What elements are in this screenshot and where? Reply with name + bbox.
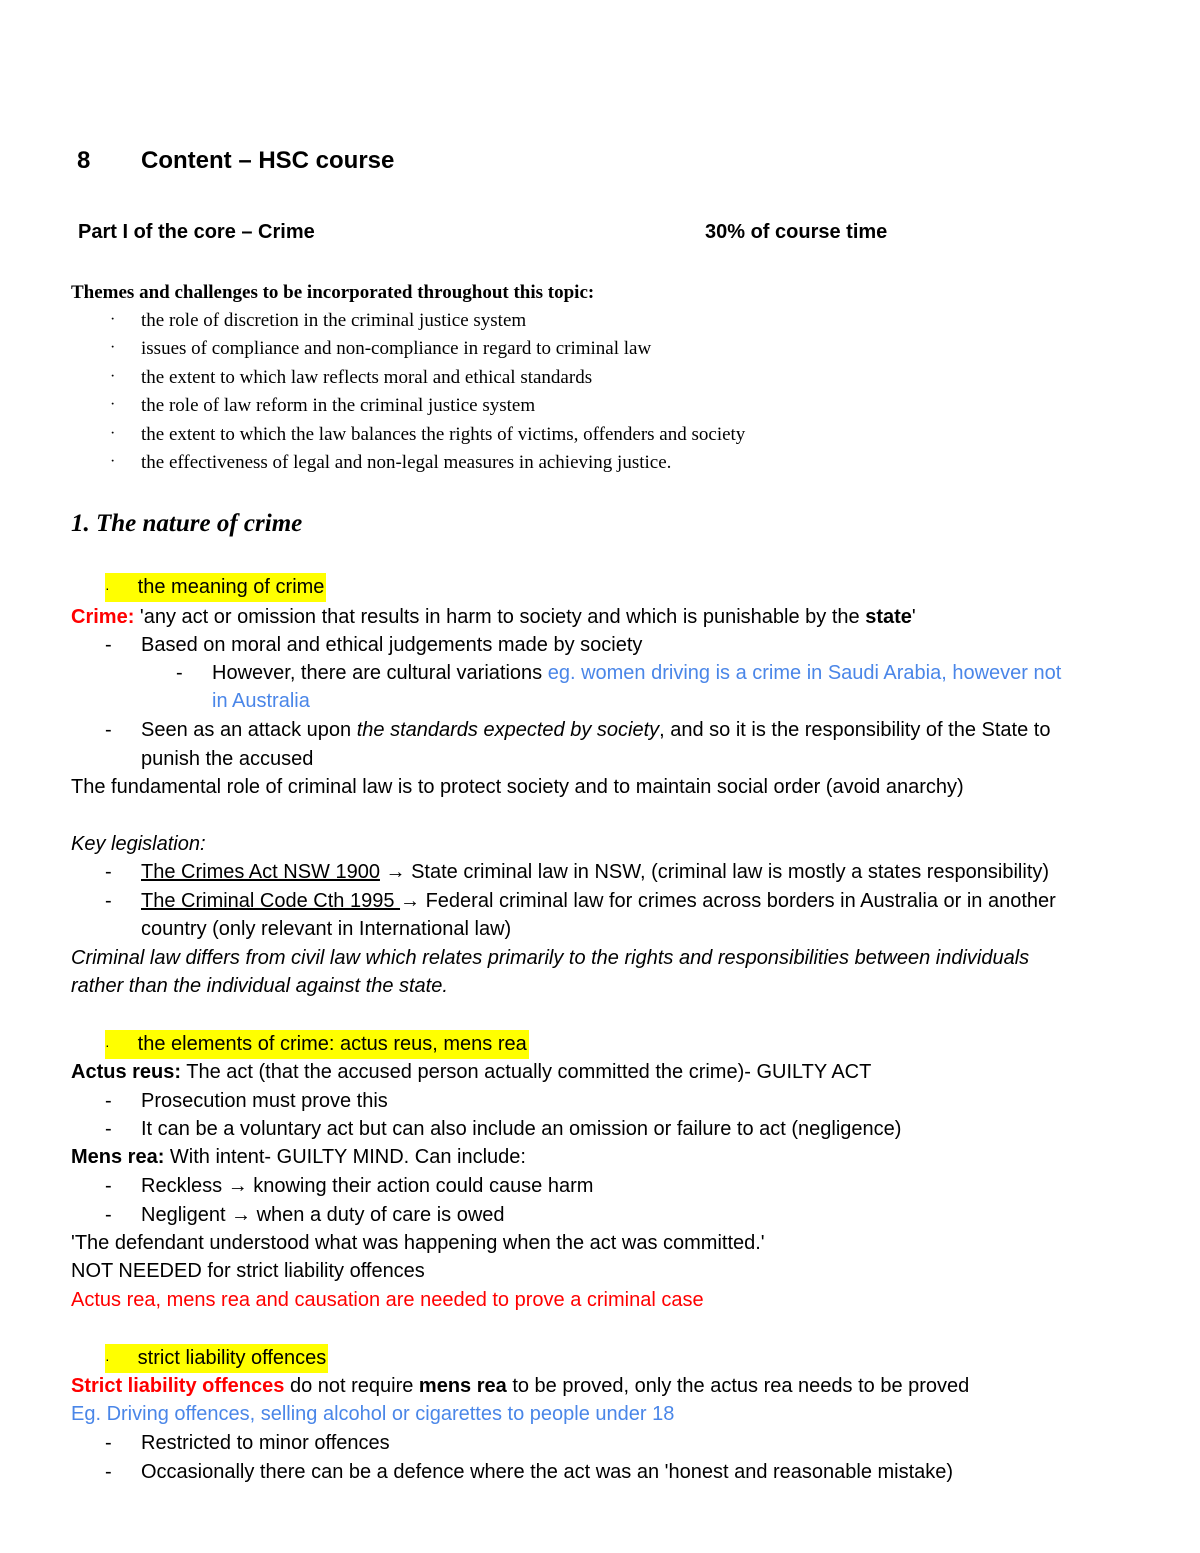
section-number: 8 [77,147,91,174]
act-desc: → Federal criminal law for crimes across borders in Australia or in another [400,890,1056,912]
dash-marker: - [105,1461,112,1483]
topic-label: strict liability offences [137,1347,327,1369]
paragraph: The fundamental role of criminal law is to protect society and to maintain social order (avoid anarchy) [71,776,964,798]
actus-definition [71,1058,871,1086]
actus-label: Actus reus: [71,1061,182,1083]
paragraph-red: Actus rea, mens rea and causation are needed to prove a criminal case [71,1289,704,1311]
seen-italic: the standards expected by society [356,719,660,741]
act-desc: → State criminal law in NSW, (criminal law is mostly a states responsibility) [379,861,1050,883]
bullet-icon: · [105,1351,110,1367]
bullet-icon: · [110,425,116,442]
crime-definition [71,603,916,631]
topic-highlight-elements [105,1030,529,1059]
part-title: Part I of the core – Crime [78,221,315,243]
list-item [212,659,1061,687]
bullet-icon: · [105,580,110,596]
theme-text: the role of discretion in the criminal justice system [141,310,527,331]
course-time: 30% of course time [705,221,888,243]
theme-text: the extent to which law reflects moral and ethical standards [141,367,593,388]
section-heading: 1. The nature of crime [71,510,303,537]
paragraph: rather than the individual against the state. [71,975,448,997]
list-item-cont: country (only relevant in International law) [141,918,512,940]
dash-marker: - [105,1118,112,1140]
paragraph: NOT NEEDED for strict liability offences [71,1260,425,1282]
dash-marker: - [105,719,112,741]
bullet-icon: · [110,453,116,470]
section-title: Content – HSC course [141,147,395,174]
topic-highlight-strict [105,1344,328,1373]
crime-label: Crime: [71,606,135,628]
strict-label: Strict liability offences [71,1375,285,1397]
example-text: Eg. Driving offences, selling alcohol or cigarettes to people under 18 [71,1403,675,1425]
paragraph: Criminal law differs from civil law which relates primarily to the rights and responsibilities between individuals [71,947,1030,969]
cultural-example: eg. women driving is a crime in Saudi Arabia, however not [547,662,1062,684]
dash-marker: - [176,662,183,684]
topic-highlight-meaning [105,573,326,602]
bullet-icon: · [105,1037,110,1053]
crime-def-state: state [865,606,912,628]
theme-text: issues of compliance and non-compliance in regard to criminal law [141,338,652,359]
mens-label: Mens rea: [71,1146,165,1168]
theme-text: the extent to which the law balances the rights of victims, offenders and society [141,424,746,445]
dash-marker: - [105,1432,112,1454]
theme-text: the effectiveness of legal and non-legal measures in achieving justice. [141,452,672,473]
bullet-icon: · [110,311,116,328]
act-name: The Crimes Act NSW 1900 [141,861,380,883]
seen-text: Seen as an attack upon [141,719,357,741]
actus-def: The act (that the accused person actually committed the crime)- GUILTY ACT [181,1061,872,1083]
theme-text: the role of law reform in the criminal justice system [141,395,536,416]
list-item [141,858,1049,886]
strict-definition [71,1372,969,1400]
list-item: It can be a voluntary act but can also include an omission or failure to act (negligence) [141,1118,902,1140]
bullet-icon: · [110,396,116,413]
list-item: Prosecution must prove this [141,1090,388,1112]
list-item: Restricted to minor offences [141,1432,390,1454]
mens-definition [71,1143,526,1171]
list-item: Based on moral and ethical judgements made by society [141,634,643,656]
list-item [141,716,1050,744]
list-item [141,887,1056,915]
strict-def-a: do not require [284,1375,419,1397]
legislation-label: Key legislation: [71,833,206,855]
paragraph: 'The defendant understood what was happening when the act was committed.' [71,1232,765,1254]
dash-marker: - [105,634,112,656]
list-item: Negligent → when a duty of care is owed [141,1204,505,1226]
list-item-cont: punish the accused [141,748,314,770]
crime-def-end: ' [911,606,916,628]
act-name: The Criminal Code Cth 1995 [141,890,401,912]
topic-label: the elements of crime: actus reus, mens rea [137,1033,527,1055]
mens-def: With intent- GUILTY MIND. Can include: [164,1146,526,1168]
crime-def-text: 'any act or omission that results in harm to society and which is punishable by the [134,606,866,628]
cultural-text: However, there are cultural variations [212,662,548,684]
dash-marker: - [105,1175,112,1197]
dash-marker: - [105,1204,112,1226]
list-item: Reckless → knowing their action could cause harm [141,1175,594,1197]
bullet-icon: · [110,339,116,356]
topic-label: the meaning of crime [137,576,325,598]
strict-def-bold: mens rea [418,1375,507,1397]
dash-marker: - [105,861,112,883]
list-item: Occasionally there can be a defence where the act was an 'honest and reasonable mistake) [141,1461,954,1483]
themes-heading: Themes and challenges to be incorporated throughout this topic: [71,282,595,303]
dash-marker: - [105,890,112,912]
seen-text-b: , and so it is the responsibility of the State to [659,719,1051,741]
bullet-icon: · [110,368,116,385]
cultural-example-cont: in Australia [212,690,310,712]
dash-marker: - [105,1090,112,1112]
strict-def-b: to be proved, only the actus rea needs to be proved [506,1375,970,1397]
